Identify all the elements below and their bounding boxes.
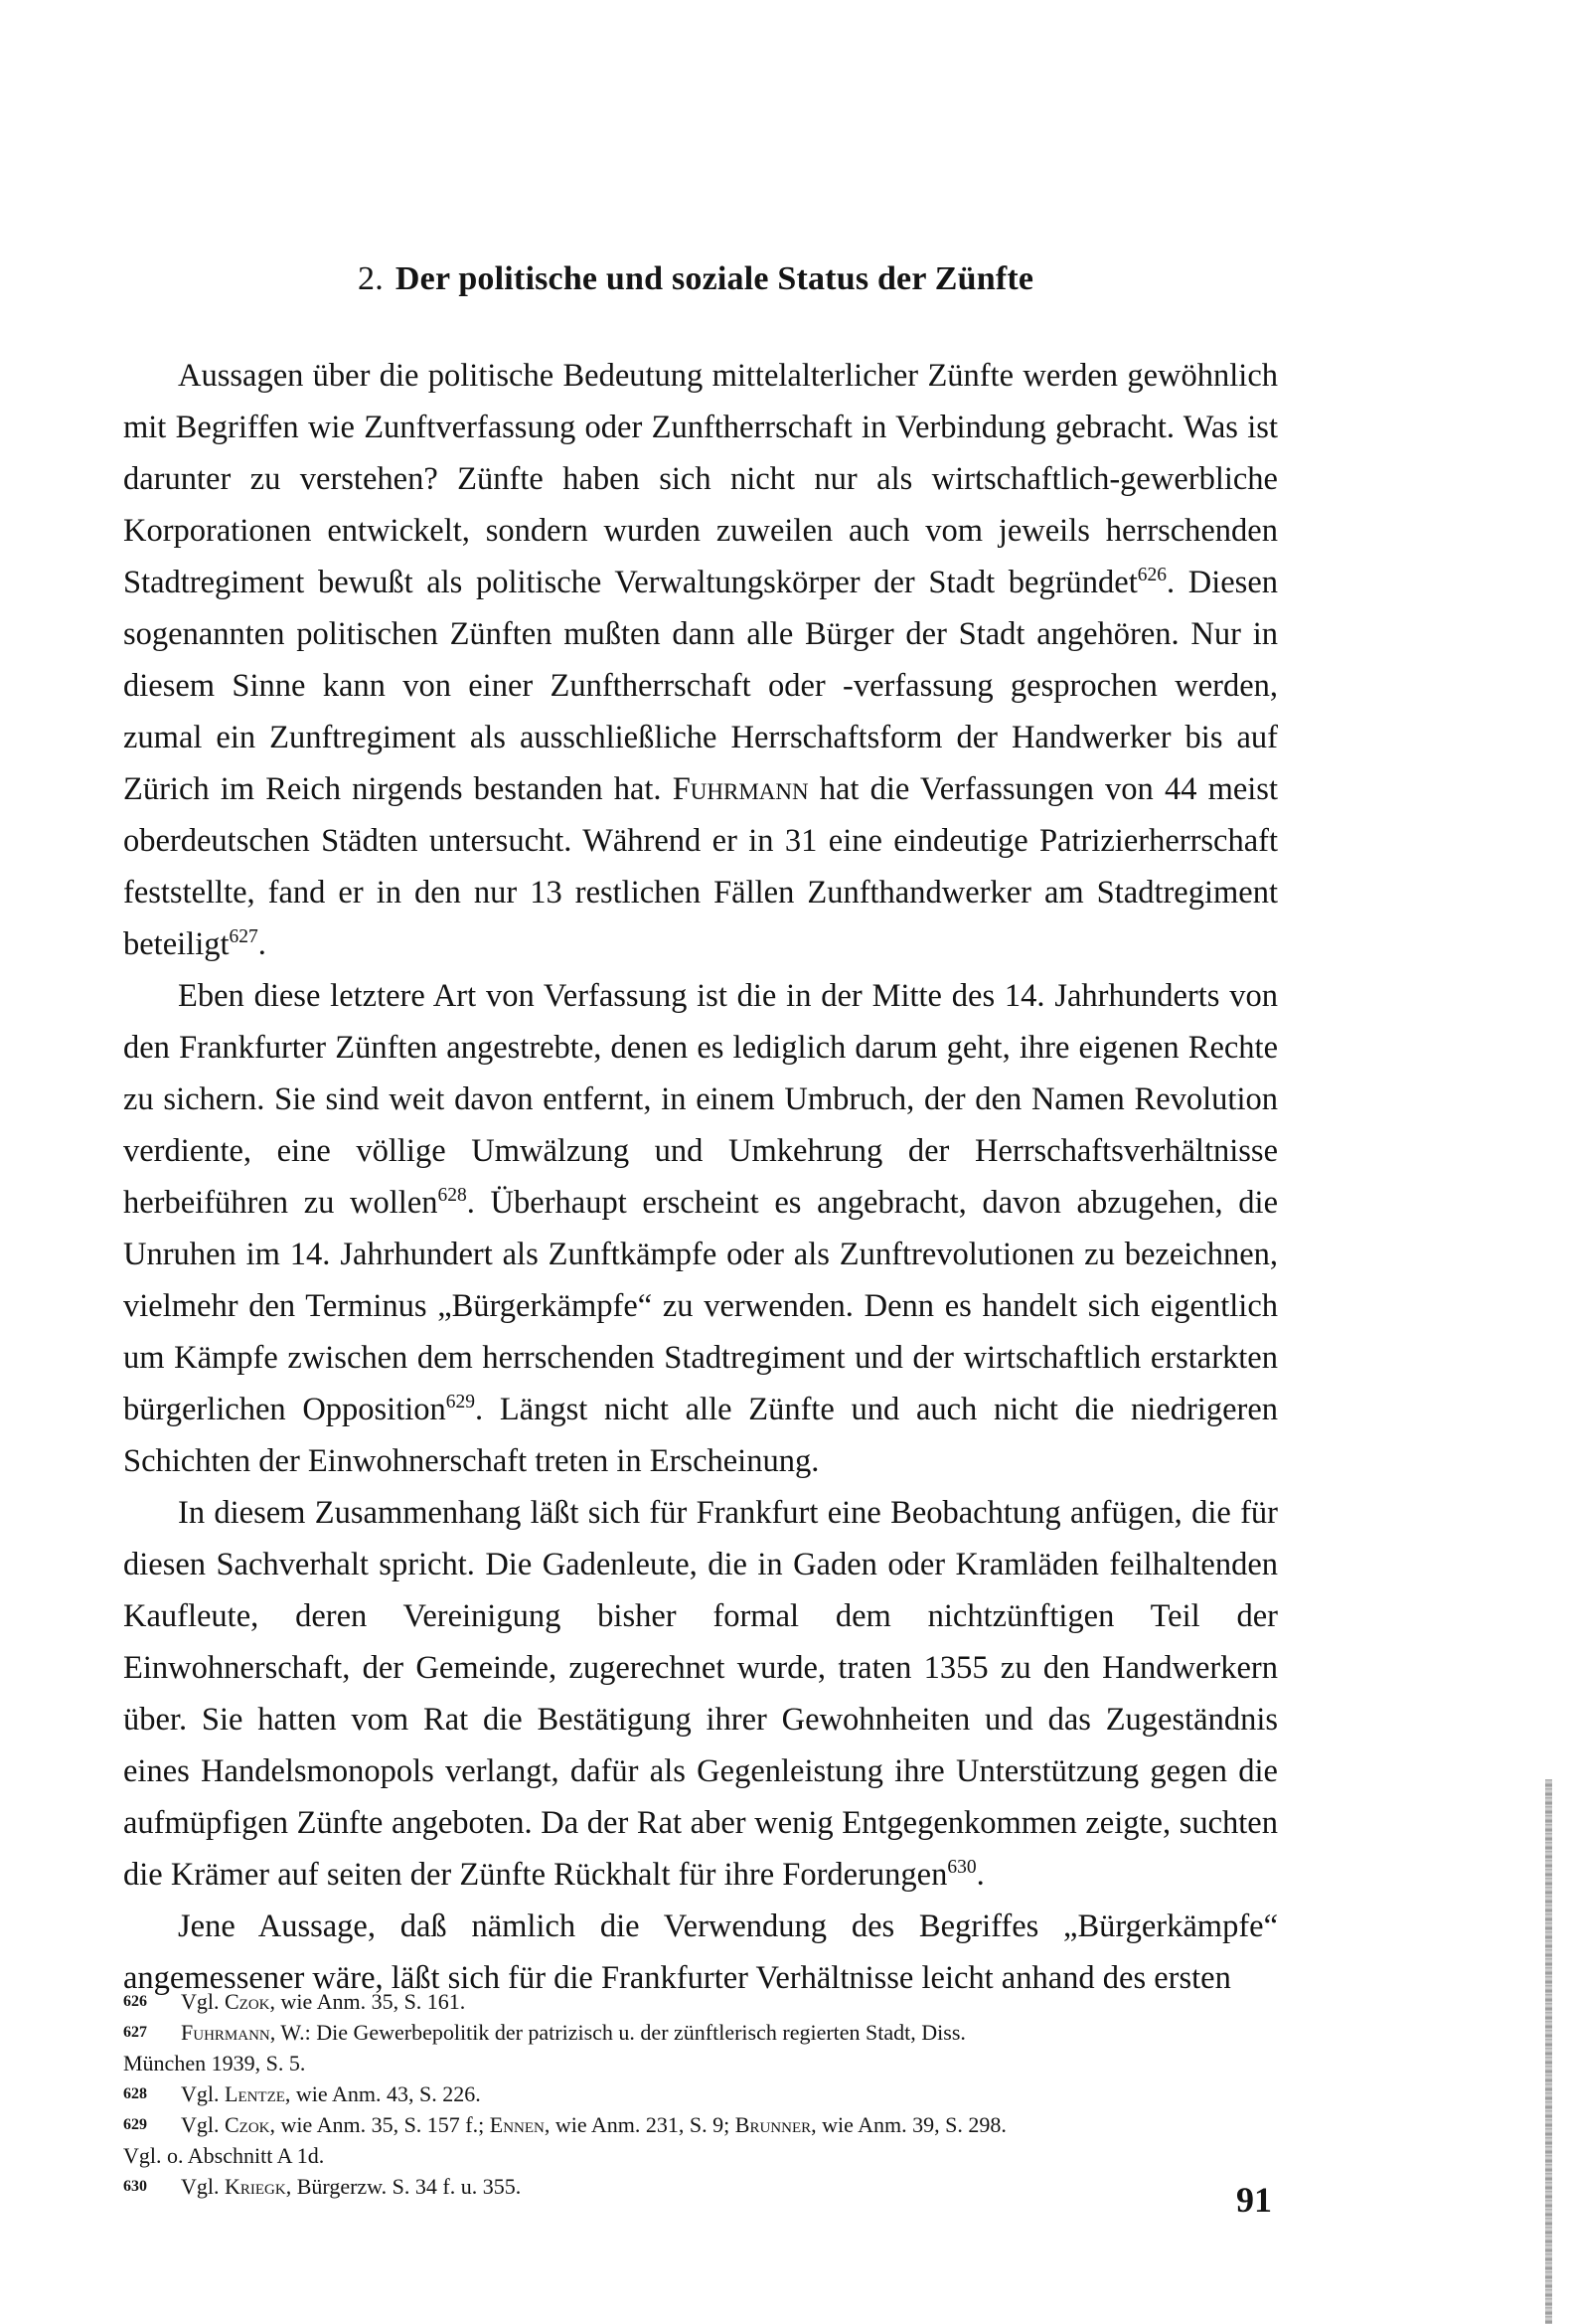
author-name: Fuhrmann xyxy=(672,771,809,807)
text-run: Vgl. xyxy=(181,1989,225,2014)
text-run: . Diesen sogenannten politischen Zünften mußten dann alle Bürger der Stadt angehören. Nur in diesem Sinne kann von einer Zunftherrschaft oder -verfassung gesprochen werden, zumal ein Zunftregiment als ausschließliche Herrschaftsform der Handwerker bis auf Zürich im Reich nirgends bestanden hat. xyxy=(123,565,1278,807)
footnote-continuation: München 1939, S. 5. xyxy=(123,2051,306,2075)
footnote-ref: 629 xyxy=(445,1392,476,1413)
footnote-mark: 630 xyxy=(123,2178,147,2195)
footnote-text xyxy=(181,2171,1278,2202)
author-name: Kriegk xyxy=(225,2174,286,2199)
footnote xyxy=(123,2017,1278,2078)
text-run: . xyxy=(257,926,266,962)
footnotes xyxy=(123,1986,1278,2202)
body-text xyxy=(123,350,1278,2004)
author-name: Ennen xyxy=(489,2112,545,2137)
section-heading xyxy=(358,260,1033,298)
text-run: , Bürgerzw. S. 34 f. u. 355. xyxy=(285,2174,522,2199)
text-run: Vgl. xyxy=(181,2112,225,2137)
footnote-ref: 626 xyxy=(1137,565,1167,586)
paragraph-2 xyxy=(123,970,1278,1487)
footnote xyxy=(123,1986,1278,2017)
author-name: Fuhrmann xyxy=(181,2020,270,2045)
footnote-mark: 626 xyxy=(123,1993,147,2010)
paragraph-3 xyxy=(123,1487,1278,1901)
text-run: , wie Anm. 43, S. 226. xyxy=(284,2081,481,2106)
footnote-mark: 628 xyxy=(123,2085,147,2102)
text-run: , W.: Die Gewerbepolitik der patrizisch u. der zünftlerisch regierten Stadt, Diss. xyxy=(269,2020,966,2045)
text-run: . Längst nicht alle Zünfte und auch nicht die niedrigeren Schichten der Einwohnerschaft treten in Erscheinung. xyxy=(123,1392,1278,1479)
author-name: Lentze xyxy=(225,2081,285,2106)
paragraph-1 xyxy=(123,350,1278,970)
footnote-ref: 628 xyxy=(437,1185,467,1207)
footnote-mark: 627 xyxy=(123,2024,147,2041)
footnote-continuation: Vgl. o. Abschnitt A 1d. xyxy=(123,2143,325,2168)
text-run: Eben diese letztere Art von Verfassung ist die in der Mitte des 14. Jahrhunderts von den Frankfurter Zünften angestrebte, denen es lediglich darum geht, ihre eigenen Rechte zu sichern. Sie sind weit davon entfernt, in einem Umbruch, der den Namen Revolution verdiente, eine völlige Umwälzung und Umkehrung der Herrschaftsverhältnisse herbeiführen zu wollen xyxy=(123,978,1278,1221)
text-run: Vgl. xyxy=(181,2081,225,2106)
footnote-ref: 630 xyxy=(947,1857,977,1879)
text-run: , wie Anm. 35, S. 157 f.; xyxy=(269,2112,490,2137)
footnote-text xyxy=(181,2078,1278,2109)
author-name: Czok xyxy=(225,1989,270,2014)
text-run: In diesem Zusammenhang läßt sich für Frankfurt eine Beobachtung anfügen, die für diesen Sachverhalt spricht. Die Gadenleute, die in Gaden oder Kramläden feilhaltenden Kaufleute, deren Vereinigung bisher formal dem nichtzünftigen Teil der Einwohnerschaft, der Gemeinde, zugerechnet wurde, traten 1355 zu den Handwerkern über. Sie hatten vom Rat die Bestätigung ihrer Gewohnheiten und das Zugeständnis eines Handelsmonopols verlangt, dafür als Gegenleistung ihre Unterstützung gegen die aufmüpfigen Zünfte angeboten. Da der Rat aber wenig Entgegenkommen zeigte, suchten die Krämer auf seiten der Zünfte Rückhalt für ihre Forderungen xyxy=(123,1495,1278,1893)
text-run: hat die Verfassungen von 44 meist oberdeutschen Städten untersucht. Während er in 31 eine eindeutige Patrizierherrschaft feststellte, fand er in den nur 13 restlichen Fällen Zunfthandwerker am Stadtregiment beteiligt xyxy=(123,771,1278,962)
text-run: Vgl. xyxy=(181,2174,225,2199)
text-run: . Überhaupt erscheint es angebracht, davon abzugehen, die Unruhen im 14. Jahrhundert als Zunftkämpfe oder als Zunftrevolutionen zu bezeichnen, vielmehr den Terminus „Bürgerkämpfe“ zu verwenden. Denn es handelt sich eigentlich um Kämpfe zwischen dem herrschenden Stadtregiment und der wirtschaftlich erstarkten bürgerlichen Opposition xyxy=(123,1185,1278,1427)
text-run: . xyxy=(976,1857,985,1893)
footnote-ref: 627 xyxy=(229,926,258,948)
text-run: , wie Anm. 35, S. 161. xyxy=(269,1989,466,2014)
section-title: Der politische und soziale Status der Zünfte xyxy=(394,260,1034,297)
text-run: Aussagen über die politische Bedeutung mittelalterlicher Zünfte werden gewöhnlich mit Begriffen wie Zunftverfassung oder Zunftherrschaft in Verbindung gebracht. Was ist darunter zu verstehen? Zünfte haben sich nicht nur als wirtschaftlich-gewerbliche Korporationen entwickelt, sondern wurden zuweilen auch vom jeweils herrschenden Stadtregiment bewußt als politische Verwaltungskörper der Stadt begründet xyxy=(123,358,1278,600)
text-run: Jene Aussage, daß nämlich die Verwendung des Begriffes „Bürgerkämpfe“ angemessener wäre, läßt sich für die Frankfurter Verhältnisse leicht anhand des ersten xyxy=(123,1909,1278,1996)
footnote xyxy=(123,2171,1278,2202)
text-run: , wie Anm. 39, S. 298. xyxy=(811,2112,1007,2137)
page-number: 91 xyxy=(1236,2180,1272,2220)
text-run: , wie Anm. 231, S. 9; xyxy=(544,2112,735,2137)
footnote-text xyxy=(181,1986,1278,2017)
author-name: Czok xyxy=(225,2112,270,2137)
footnote xyxy=(123,2109,1278,2171)
author-name: Brunner xyxy=(734,2112,812,2137)
footnote xyxy=(123,2078,1278,2109)
section-number: 2. xyxy=(358,260,384,297)
footnote-mark: 629 xyxy=(123,2116,147,2133)
scan-edge-artifact xyxy=(1545,1779,1552,2324)
